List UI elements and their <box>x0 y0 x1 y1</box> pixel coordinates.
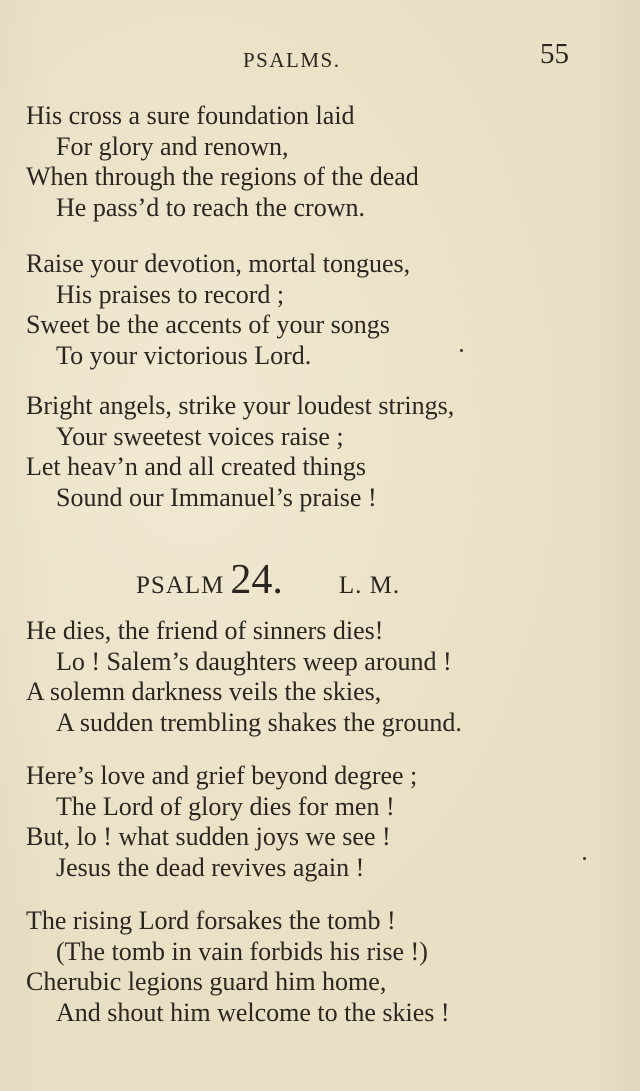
verse-line: And shout him welcome to the skies ! <box>56 997 450 1027</box>
stanza-6 <box>26 906 626 1028</box>
stanza-1 <box>26 101 626 223</box>
verse-line: He pass’d to reach the crown. <box>56 192 365 222</box>
verse-line: (The tomb in vain forbids his rise !) <box>56 936 428 966</box>
verse-line: Your sweetest voices raise ; <box>56 421 344 451</box>
verse-line: To your victorious Lord. <box>56 340 312 370</box>
verse-line: His cross a sure foundation laid <box>26 101 355 130</box>
verse-line: Cherubic legions guard him home, <box>26 967 387 996</box>
psalm-meter: L. M. <box>338 572 401 599</box>
verse-line: Bright angels, strike your loudest strings, <box>26 391 455 420</box>
verse-line: Raise your devotion, mortal tongues, <box>26 249 411 278</box>
psalm-heading-word: PSALM <box>136 572 225 599</box>
verse-line: When through the regions of the dead <box>26 162 419 191</box>
stanza-5 <box>26 761 626 883</box>
print-speck <box>583 857 586 860</box>
psalm-heading <box>136 556 400 604</box>
verse-line: The Lord of glory dies for men ! <box>56 791 395 821</box>
verse-line: A sudden trembling shakes the ground. <box>56 707 462 737</box>
psalm-number: 24. <box>230 557 283 603</box>
verse-line: The rising Lord forsakes the tomb ! <box>26 906 396 935</box>
verse-line: Sweet be the accents of your songs <box>26 310 390 339</box>
verse-line: He dies, the friend of sinners dies! <box>26 616 384 645</box>
running-title: PSALMS. <box>243 48 341 72</box>
verse-line: Let heav’n and all created things <box>26 452 367 481</box>
page-number: 55 <box>540 38 569 70</box>
verse-line: But, lo ! what sudden joys we see ! <box>26 822 391 851</box>
verse-line: Here’s love and grief beyond degree ; <box>26 761 418 790</box>
stanza-2 <box>26 249 626 371</box>
verse-line: Jesus the dead revives again ! <box>56 852 365 882</box>
print-speck <box>460 349 463 352</box>
stanza-3 <box>26 391 626 513</box>
verse-line: For glory and renown, <box>56 131 289 161</box>
verse-line: Sound our Immanuel’s praise ! <box>56 482 377 512</box>
verse-line: His praises to record ; <box>56 279 285 309</box>
verse-line: Lo ! Salem’s daughters weep around ! <box>56 646 452 676</box>
verse-line: A solemn darkness veils the skies, <box>26 677 382 706</box>
stanza-4 <box>26 616 626 738</box>
